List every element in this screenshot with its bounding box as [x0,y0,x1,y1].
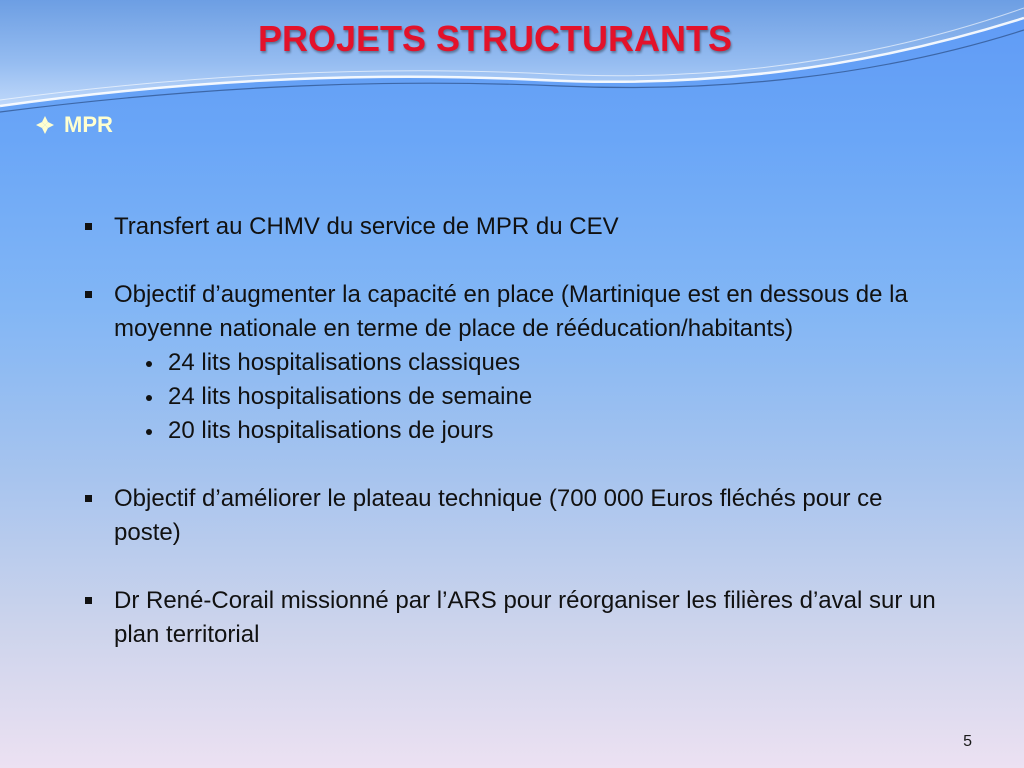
sub-bullet-text: 20 lits hospitalisations de jours [168,417,494,444]
bullet-text: Objectif d’augmenter la capacité en place (Martinique est en dessous de la moyenne nationale en terme de place de rééducation/habitants) [114,281,908,342]
sub-bullet-text: 24 lits hospitalisations classiques [168,349,521,376]
round-bullet-icon [146,395,152,401]
bullet-text: Dr René-Corail missionné par l’ARS pour réorganiser les filières d’aval sur un plan territorial [114,587,936,648]
diamond-bullet-icon [34,114,56,136]
sub-bullet-list [114,346,944,448]
bullet-text: Transfert au CHMV du service de MPR du CEV [114,213,619,240]
bullet-item [84,584,944,652]
slide-title: PROJETS STRUCTURANTS [257,18,733,59]
sub-bullet-item [130,380,944,414]
square-bullet-icon [85,597,92,604]
round-bullet-icon [146,429,152,435]
sub-bullet-item [130,414,944,448]
round-bullet-icon [146,361,152,367]
sub-bullet-item [130,346,944,380]
bullet-item [84,482,944,550]
bullet-item [84,210,944,244]
square-bullet-icon [85,495,92,502]
square-bullet-icon [85,291,92,298]
sub-bullet-text: 24 lits hospitalisations de semaine [168,383,533,410]
section-heading [34,112,113,138]
section-label: MPR [64,112,113,137]
square-bullet-icon [85,223,92,230]
bullet-item [84,278,944,448]
bullet-list [84,210,944,652]
page-number: 5 [963,733,972,750]
bullet-text: Objectif d’améliorer le plateau technique (700 000 Euros fléchés pour ce poste) [114,485,883,546]
